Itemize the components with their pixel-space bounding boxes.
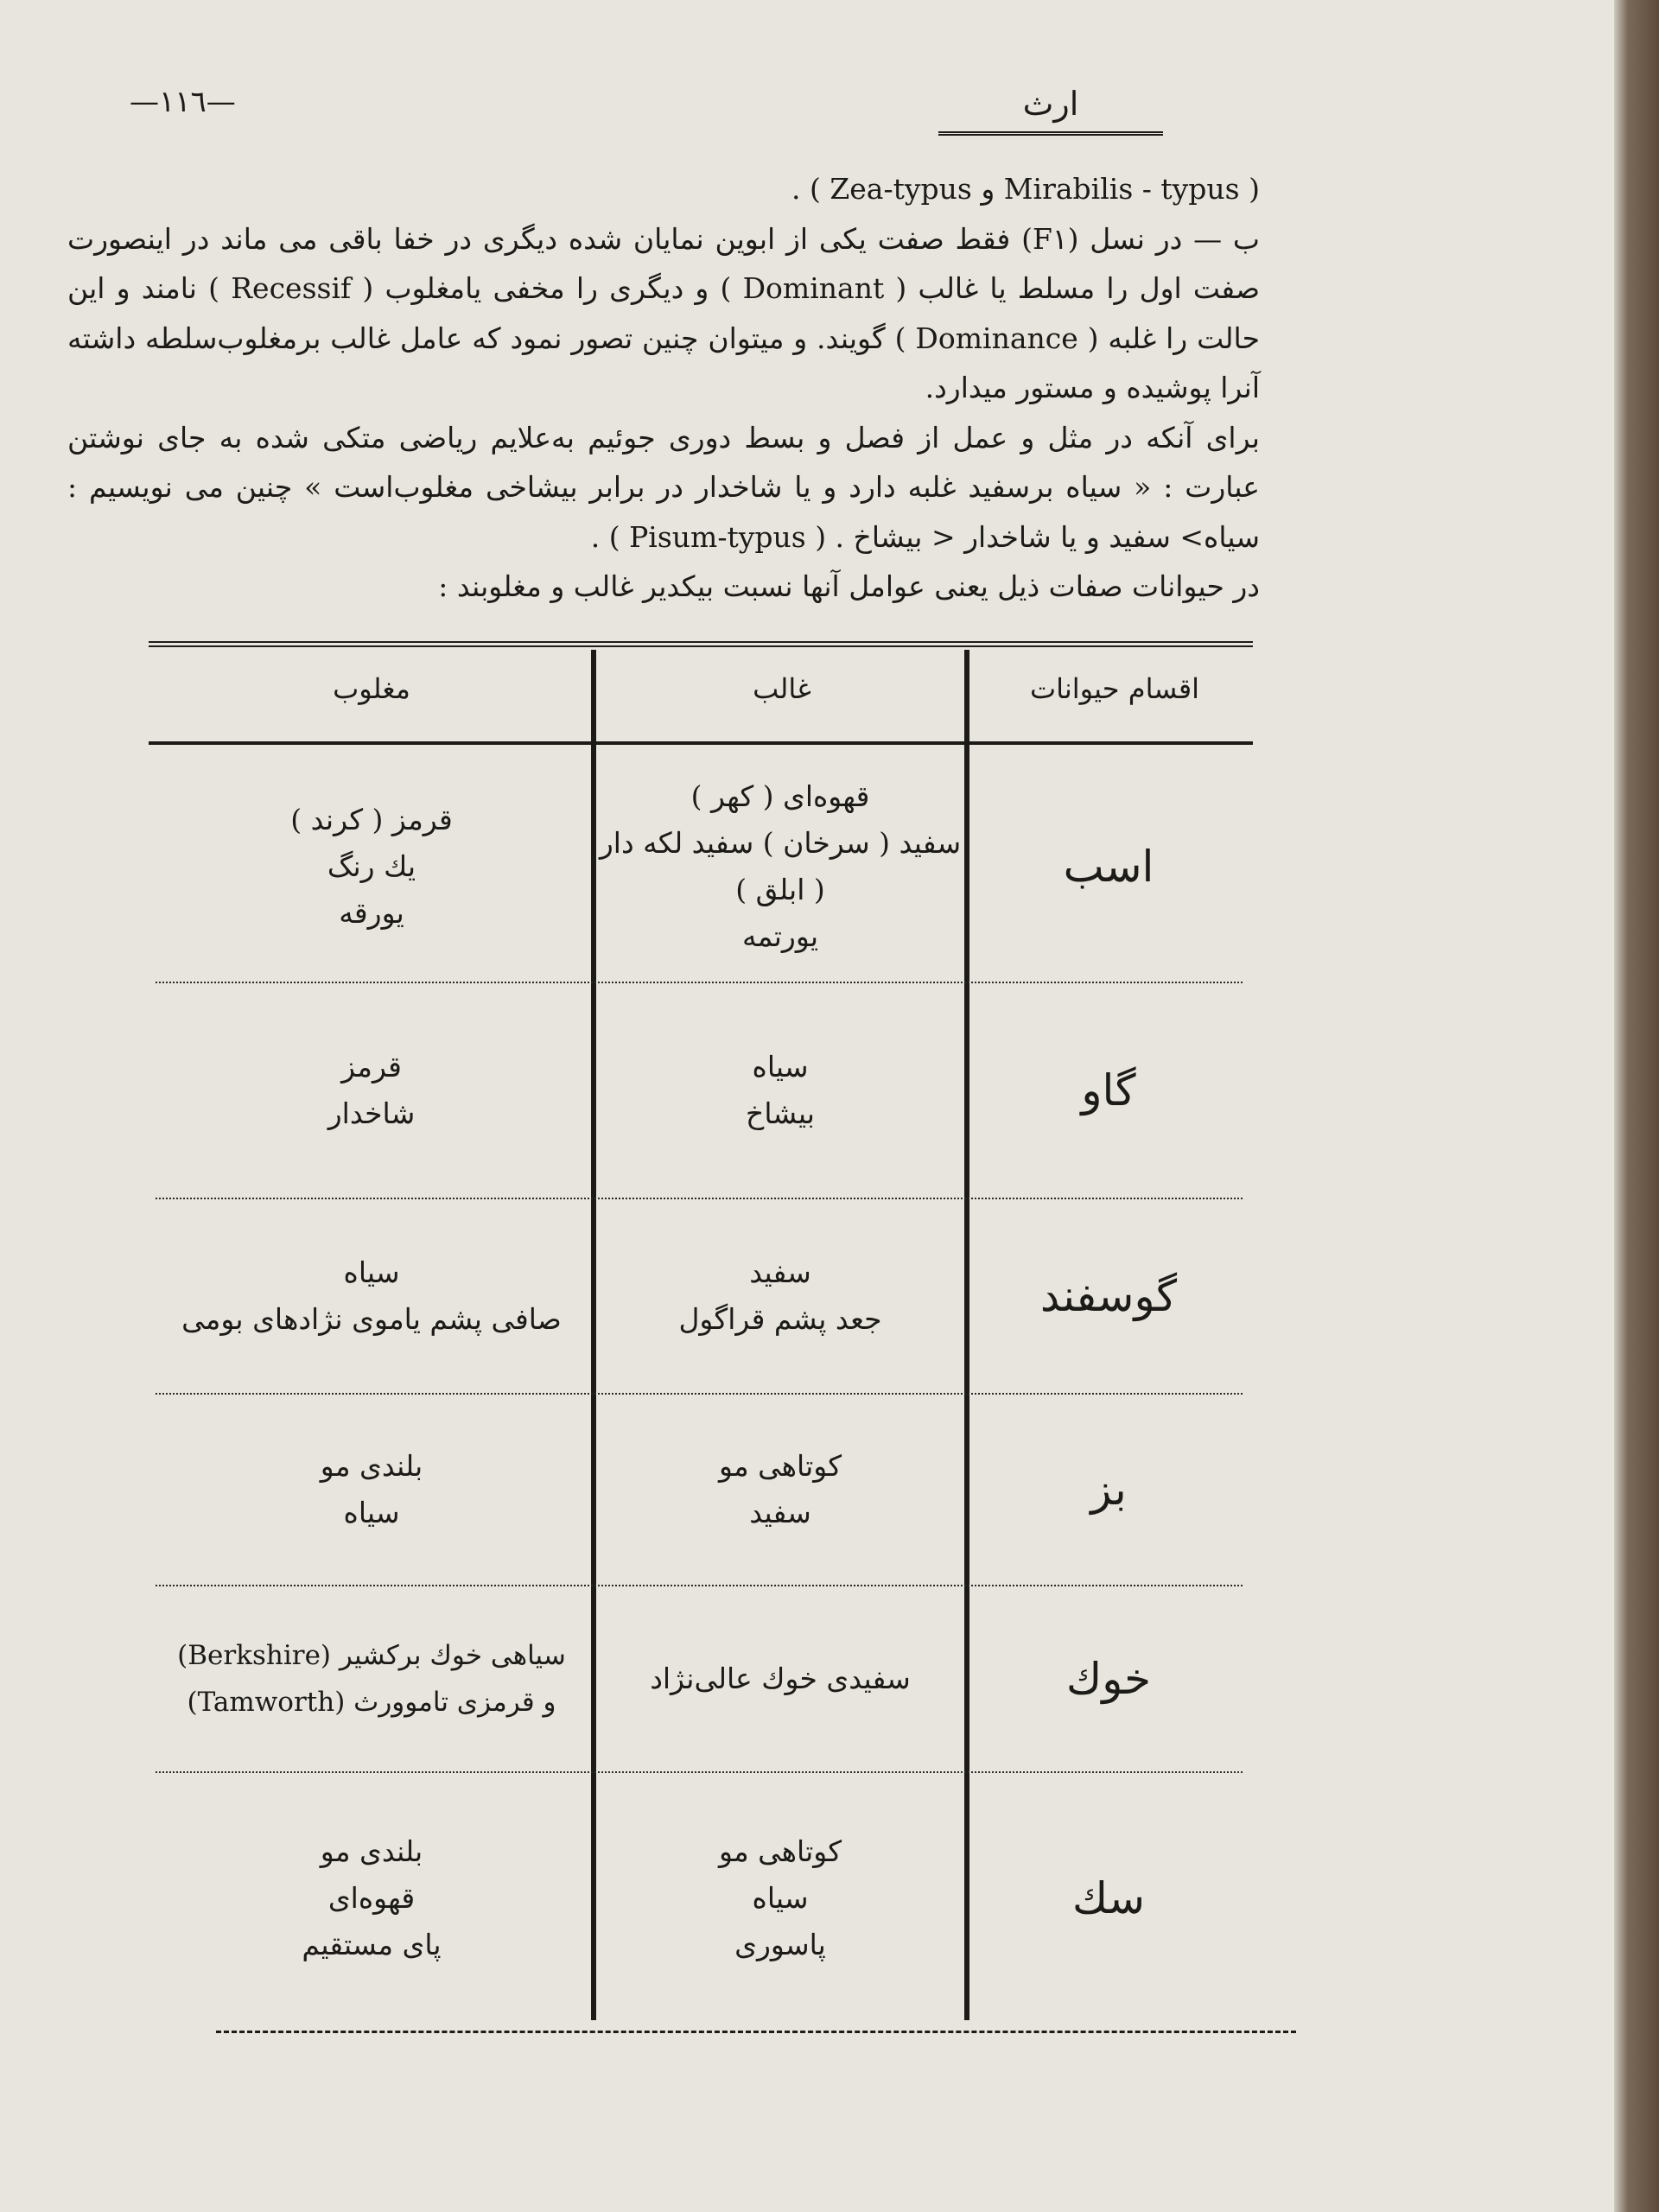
paragraph-2: ب — در نسل (F۱) فقط صفت یکی از ابوین نمایان شده دیگری در خفا باقی می ماند در اینصورت صفت اول را مسلط یا غالب ( Dominant ) و دیگری را مخفی یامغلوب ( Recessif ) نامند و این حالت را غلبه ( Dominance ) گویند. و میتوان چنین تصور نمود که عامل غالب برمغلوب‌سلطه داشته آنرا پوشیده و مستور میدارد. <box>67 221 1260 404</box>
paragraph-4: در حیوانات صفات ذیل یعنی عوامل آنها نسبت بیکدیر غالب و مغلوبند : <box>438 569 1260 603</box>
dominant-cell: سیاه بیشاخ <box>746 1050 815 1130</box>
recessive-cell: قرمز ( کرند ) یك رنگ یورقه <box>290 803 453 930</box>
animal-pig: خوك <box>1066 1654 1151 1704</box>
column-divider-right <box>964 650 969 2020</box>
dominant-cell: قهوه‌ای ( کهر ) سفید ( سرخان ) سفید لکه دار ( ابلق ) یورتمه <box>599 779 962 953</box>
dominant-cell: سفید جعد پشم قراگول <box>678 1255 882 1336</box>
dominant-cell: کوتاهی مو سفید <box>718 1449 842 1529</box>
table-top-rule <box>149 641 1253 649</box>
page-number: —۱۱٦— <box>130 85 236 119</box>
animal-dog: سك <box>1071 1873 1146 1923</box>
recessive-cell: سیاهی خوك برکشیر (Berkshire) و قرمزی تاموورث (Tamworth) <box>177 1640 566 1718</box>
recessive-cell: قرمز شاخدار <box>327 1050 416 1130</box>
table-bottom-rule <box>216 2031 1296 2033</box>
paragraph-3: برای آنکه در مثل و عمل از فصل و بسط دوری جوئیم به‌علایم ریاضی متکی شده به جای نوشتن عبارت : « سیاه برسفید غلبه دارد و یا شاخدار در برابر بیشاخی مغلوب‌است » چنین می نویسیم : سیاه> سفید و یا شاخدار < بیشاخ . ( Pisum-typus ) . <box>67 420 1260 554</box>
recessive-cell: سیاه صافی پشم یاموی نژادهای بومی <box>181 1255 562 1336</box>
animal-sheep: گوسفند <box>1039 1271 1178 1321</box>
animal-goat: بز <box>1090 1465 1127 1515</box>
dominant-cell: کوتاهی مو سیاه پاسوری <box>718 1834 842 1961</box>
header-recessive: مغلوب <box>333 672 410 705</box>
body-text <box>67 164 1260 612</box>
animal-cow: گاو <box>1081 1065 1136 1116</box>
paragraph-1: ( Mirabilis - typus و Zea-typus ) . <box>791 172 1260 206</box>
header-dominant: غالب <box>753 672 811 705</box>
header-animal-types: اقسام حیوانات <box>1029 672 1200 705</box>
page-edge <box>1614 0 1659 2212</box>
running-head: ارث <box>1022 85 1079 123</box>
table-header-rule <box>149 741 1253 745</box>
animal-horse: اسب <box>1063 842 1154 892</box>
running-head-rule <box>938 131 1163 137</box>
recessive-cell: بلندی مو قهوه‌ای پای مستقیم <box>302 1834 442 1961</box>
dominant-cell: سفیدی خوك عالی‌نژاد <box>650 1662 911 1695</box>
column-divider-left <box>591 650 596 2020</box>
recessive-cell: بلندی مو سیاه <box>320 1449 423 1529</box>
